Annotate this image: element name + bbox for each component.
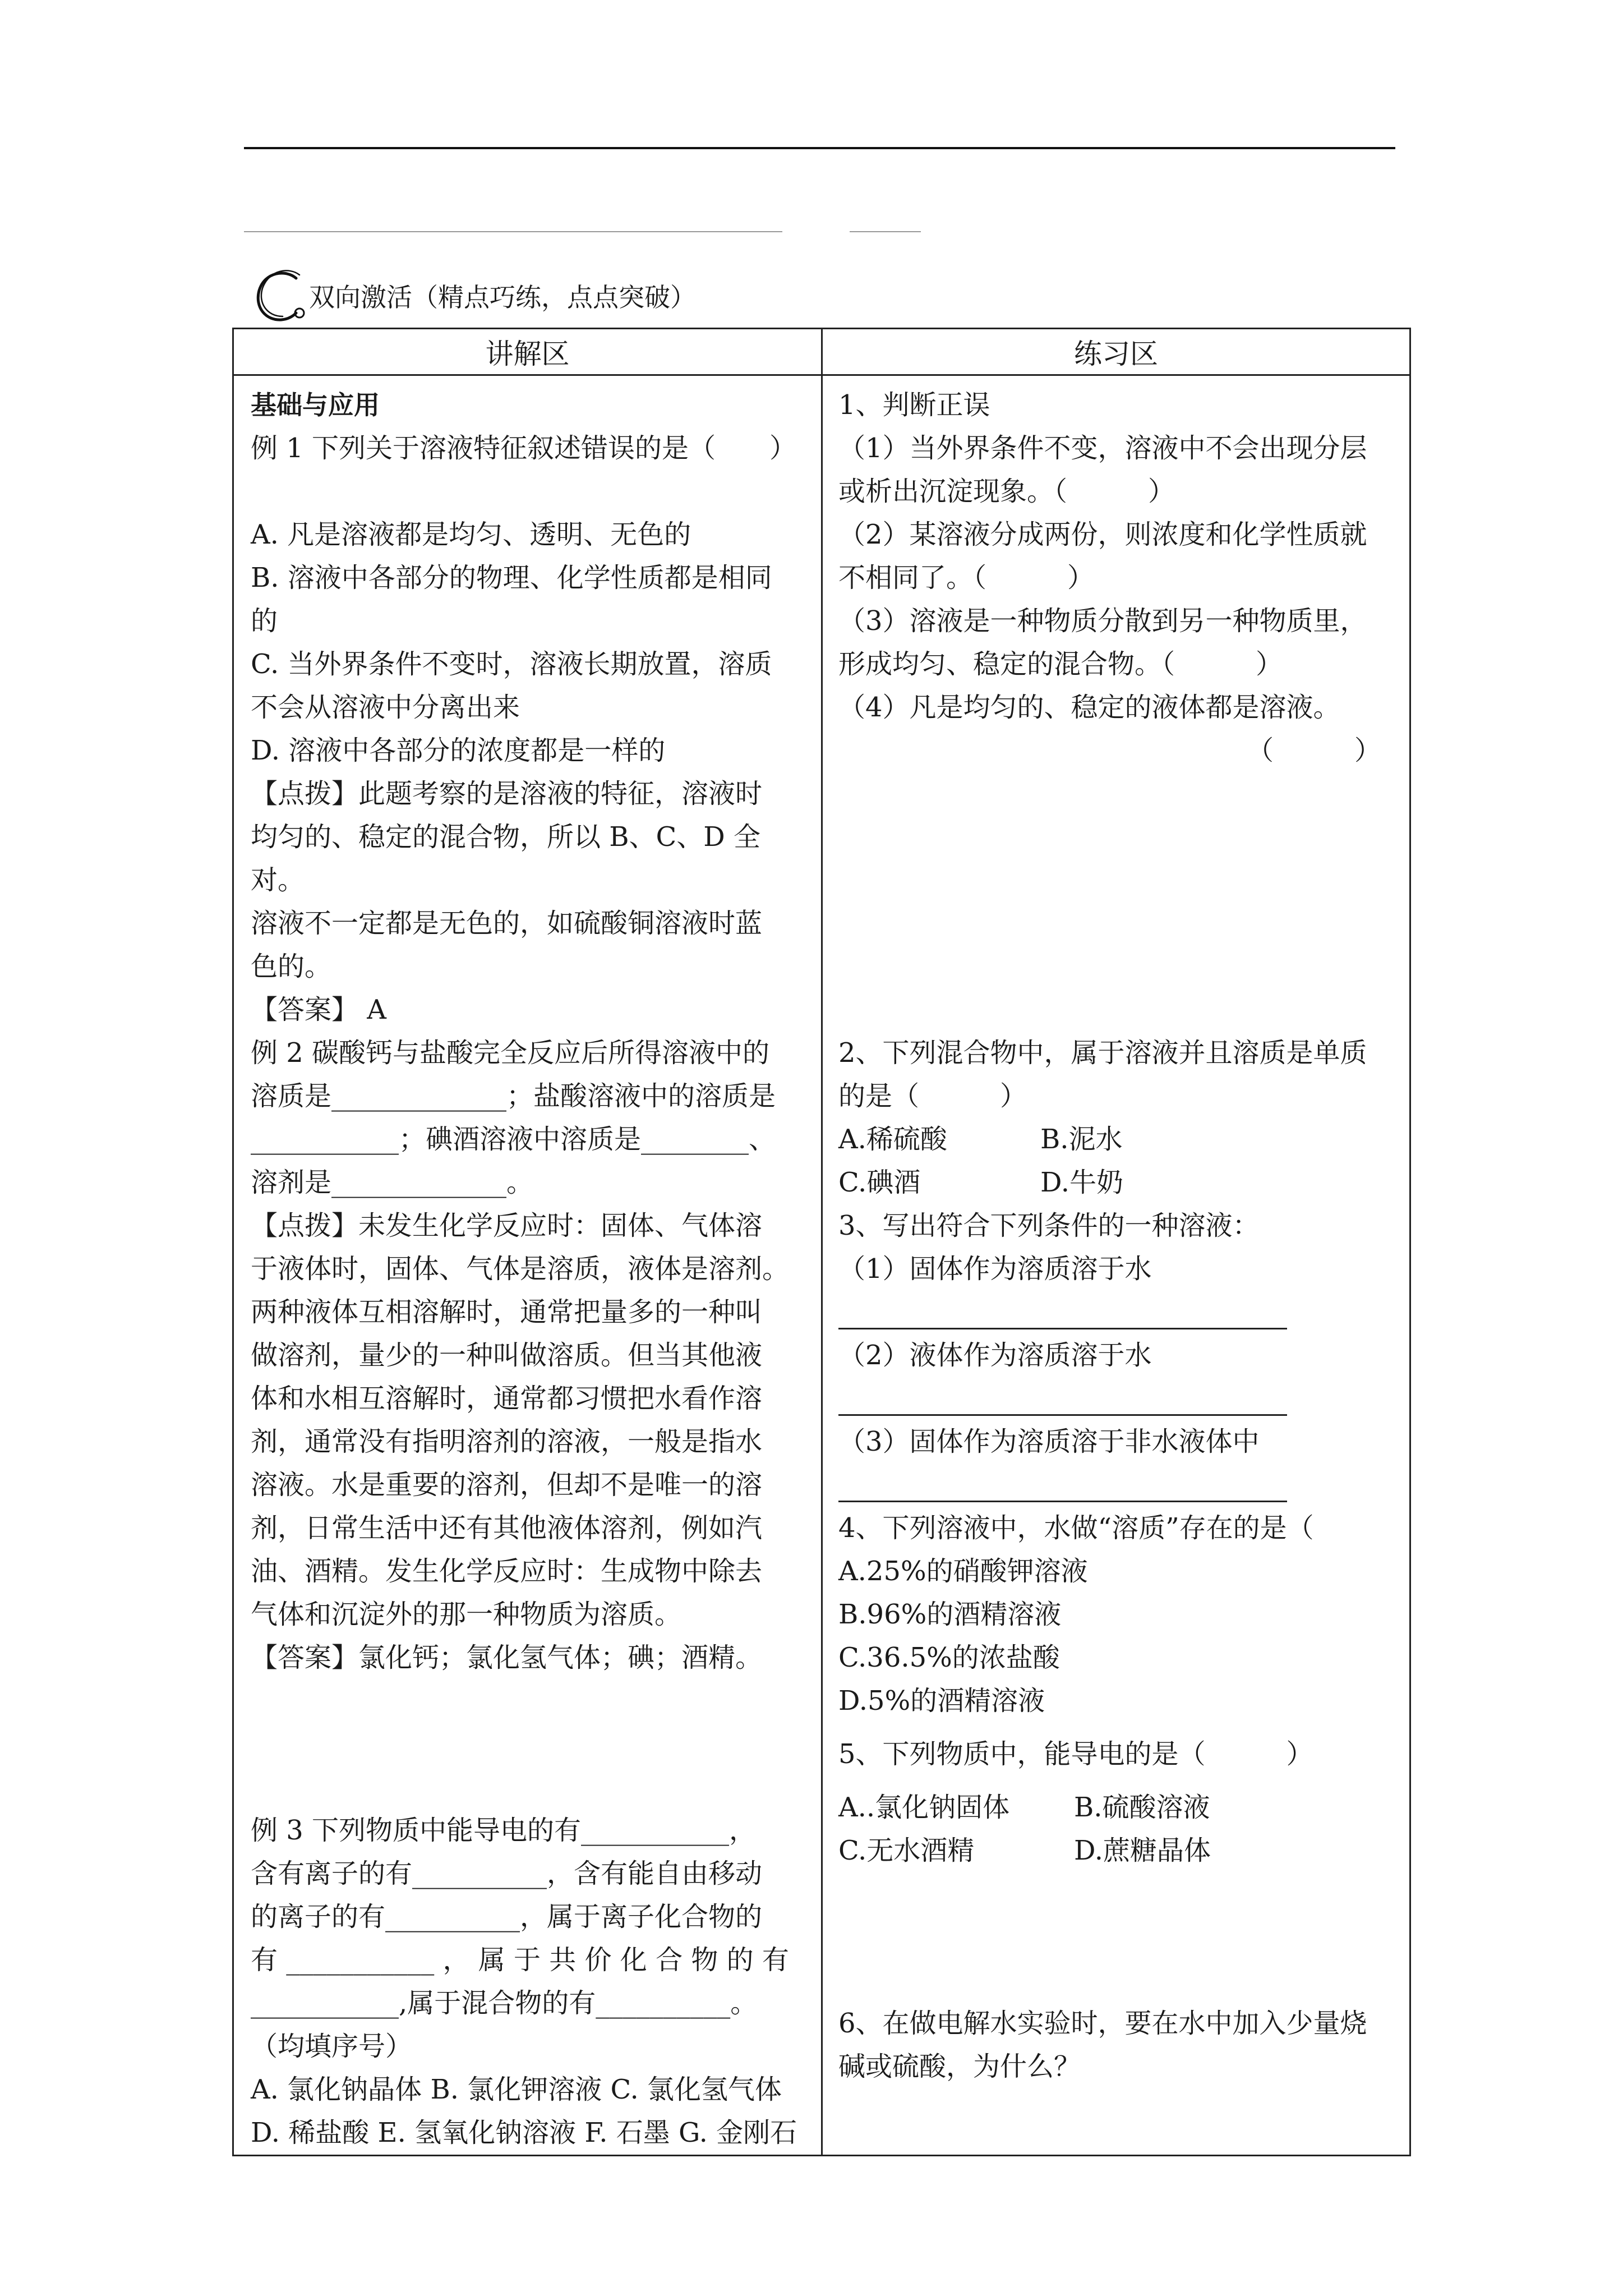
example-3-options: D. 稀盐酸 E. 氢氧化钠溶液 F. 石墨 G. 金刚石 — [251, 2117, 797, 2148]
example-1-option-d: D. 溶液中各部分的浓度都是一样的 — [251, 735, 666, 766]
header-rule — [244, 147, 1395, 149]
question-1-item: （4）凡是均匀的、稳定的液体都是溶液。 — [838, 692, 1340, 723]
example-1-tip: 溶液不一定都是无色的，如硫酸铜溶液时蓝 — [251, 908, 763, 939]
example-3-options: A. 氯化钠晶体 B. 氯化钾溶液 C. 氯化氢气体 — [251, 2074, 782, 2105]
question-4-option-d: D.5%的酒精溶液 — [838, 1685, 1045, 1717]
question-2-title: 的是（ ） — [838, 1080, 1027, 1112]
example-3-note: （均填序号） — [251, 2031, 413, 2062]
example-3-question: ___________,属于混合物的有__________。 — [251, 1987, 758, 2019]
section-title: 双向激活（精点巧练，点点突破） — [309, 282, 696, 312]
subheading: 基础与应用 — [251, 390, 380, 420]
question-1-item: （1）当外界条件不变，溶液中不会出现分层 — [838, 432, 1367, 464]
option-c: C.无水酒精 — [838, 1835, 975, 1866]
option-d: D.蔗糖晶体 — [1074, 1835, 1211, 1866]
question-1-item: 形成均匀、稳定的混合物。（ ） — [838, 648, 1283, 680]
example-3-question: 有 ___________ ， 属 于 共 价 化 合 物 的 有 — [251, 1944, 789, 1976]
question-5-options — [838, 1786, 1398, 1829]
question-4-option-a: A.25%的硝酸钾溶液 — [838, 1556, 1088, 1587]
option-c: C.碘酒 — [838, 1167, 921, 1198]
example-2-tip: 两种液体互相溶解时，通常把量多的一种叫 — [251, 1296, 763, 1328]
question-1-item: 不相同了。（ ） — [838, 562, 1095, 593]
question-2-options — [838, 1161, 1398, 1204]
example-2-answer: 【答案】氯化钙；氯化氢气体；碘；酒精。 — [251, 1642, 763, 1673]
example-2-tip: 剂，日常生活中还有其他液体溶剂，例如汽 — [251, 1512, 763, 1544]
question-2-options — [838, 1118, 1398, 1161]
question-4-title: 4、下列溶液中，水做“溶质”存在的是（ — [838, 1512, 1314, 1544]
question-6-title: 6、在做电解水实验时，要在水中加入少量烧 — [838, 2008, 1367, 2039]
blank-title-line-short — [850, 231, 921, 232]
section-header — [252, 263, 696, 324]
example-1-option-a: A. 凡是溶液都是均匀、透明、无色的 — [251, 519, 691, 550]
option-b: B.泥水 — [1040, 1124, 1123, 1155]
question-1-title: 1、判断正误 — [838, 389, 990, 421]
option-d: D.牛奶 — [1040, 1167, 1124, 1198]
question-1-item: （3）溶液是一种物质分散到另一种物质里， — [838, 605, 1367, 637]
question-2-title: 2、下列混合物中，属于溶液并且溶质是单质 — [838, 1037, 1367, 1069]
question-4-option-b: B.96%的酒精溶液 — [838, 1599, 1062, 1630]
right-column-header: 练习区 — [822, 329, 1410, 375]
question-3-title: 3、写出符合下列条件的一种溶液： — [838, 1210, 1260, 1241]
example-3-question: 含有离子的有__________，含有能自由移动 — [251, 1858, 763, 1889]
answer-blank-line[interactable] — [838, 1291, 1398, 1334]
option-b: B.硫酸溶液 — [1074, 1792, 1210, 1823]
example-3-question: 例 3 下列物质中能导电的有___________， — [251, 1815, 757, 1846]
example-2-question: 例 2 碳酸钙与盐酸完全反应后所得溶液中的 — [251, 1037, 770, 1069]
example-1-option-b-cont: 的 — [251, 605, 278, 637]
question-3-item: （3）固体作为溶质溶于非水液体中 — [838, 1426, 1260, 1457]
practice-cell — [822, 375, 1410, 2156]
example-2-tip: 油、酒精。发生化学反应时：生成物中除去 — [251, 1556, 763, 1587]
question-4-option-c: C.36.5%的浓盐酸 — [838, 1642, 1060, 1673]
question-3-item: （1）固体作为溶质溶于水 — [838, 1253, 1152, 1285]
question-3-item: （2）液体作为溶质溶于水 — [838, 1340, 1152, 1371]
left-column-header: 讲解区 — [233, 329, 822, 375]
example-2-tip: 【点拨】未发生化学反应时：固体、气体溶 — [251, 1210, 763, 1241]
example-2-question: ___________；碘酒溶液中溶质是________、 — [251, 1124, 776, 1155]
example-1-tip: 【点拨】此题考察的是溶液的特征，溶液时 — [251, 778, 763, 809]
option-a: A.稀硫酸 — [838, 1124, 947, 1155]
question-1-item: （ ） — [1246, 735, 1381, 766]
example-1-answer: 【答案】 A — [251, 994, 386, 1025]
example-2-tip: 气体和沉淀外的那一种物质为溶质。 — [251, 1599, 682, 1630]
answer-blank-line[interactable] — [838, 1464, 1398, 1507]
example-2-question: 溶剂是_____________。 — [251, 1167, 534, 1198]
example-2-question: 溶质是_____________；盐酸溶液中的溶质是 — [251, 1080, 776, 1112]
question-1-item: 或析出沉淀现象。（ ） — [838, 476, 1175, 507]
example-1-option-c: C. 当外界条件不变时，溶液长期放置，溶质 — [251, 648, 772, 680]
answer-blank-line[interactable] — [838, 1377, 1398, 1420]
question-5-title: 5、下列物质中，能导电的是（ ） — [838, 1738, 1313, 1770]
example-2-tip: 于液体时，固体、气体是溶质，液体是溶剂。 — [251, 1253, 790, 1285]
example-2-tip: 剂，通常没有指明溶剂的溶液，一般是指水 — [251, 1426, 763, 1457]
explanation-cell — [233, 375, 822, 2156]
example-3-question: 的离子的有__________，属于离子化合物的 — [251, 1901, 763, 1932]
example-1-tip: 色的。 — [251, 951, 332, 982]
exercise-table — [232, 328, 1411, 2156]
question-1-item: （2）某溶液分成两份，则浓度和化学性质就 — [838, 519, 1367, 550]
option-a: A..氯化钠固体 — [838, 1792, 1010, 1823]
example-2-tip: 溶液。水是重要的溶剂，但却不是唯一的溶 — [251, 1469, 763, 1501]
example-1-question: 例 1 下列关于溶液特征叙述错误的是（ ） — [251, 432, 797, 464]
example-1-option-b: B. 溶液中各部分的物理、化学性质都是相同 — [251, 562, 772, 593]
question-6-title: 碱或硫酸，为什么？ — [838, 2051, 1081, 2082]
blank-title-line — [244, 231, 782, 232]
example-2-tip: 做溶剂，量少的一种叫做溶质。但当其他液 — [251, 1340, 763, 1371]
stylized-letter-c-icon — [252, 268, 306, 324]
example-1-tip: 均匀的、稳定的混合物，所以 B、C、D 全对。 — [251, 821, 761, 896]
example-1-option-c-cont: 不会从溶液中分离出来 — [251, 692, 520, 723]
question-5-options — [838, 1829, 1398, 1872]
example-2-tip: 体和水相互溶解时，通常都习惯把水看作溶 — [251, 1383, 763, 1414]
